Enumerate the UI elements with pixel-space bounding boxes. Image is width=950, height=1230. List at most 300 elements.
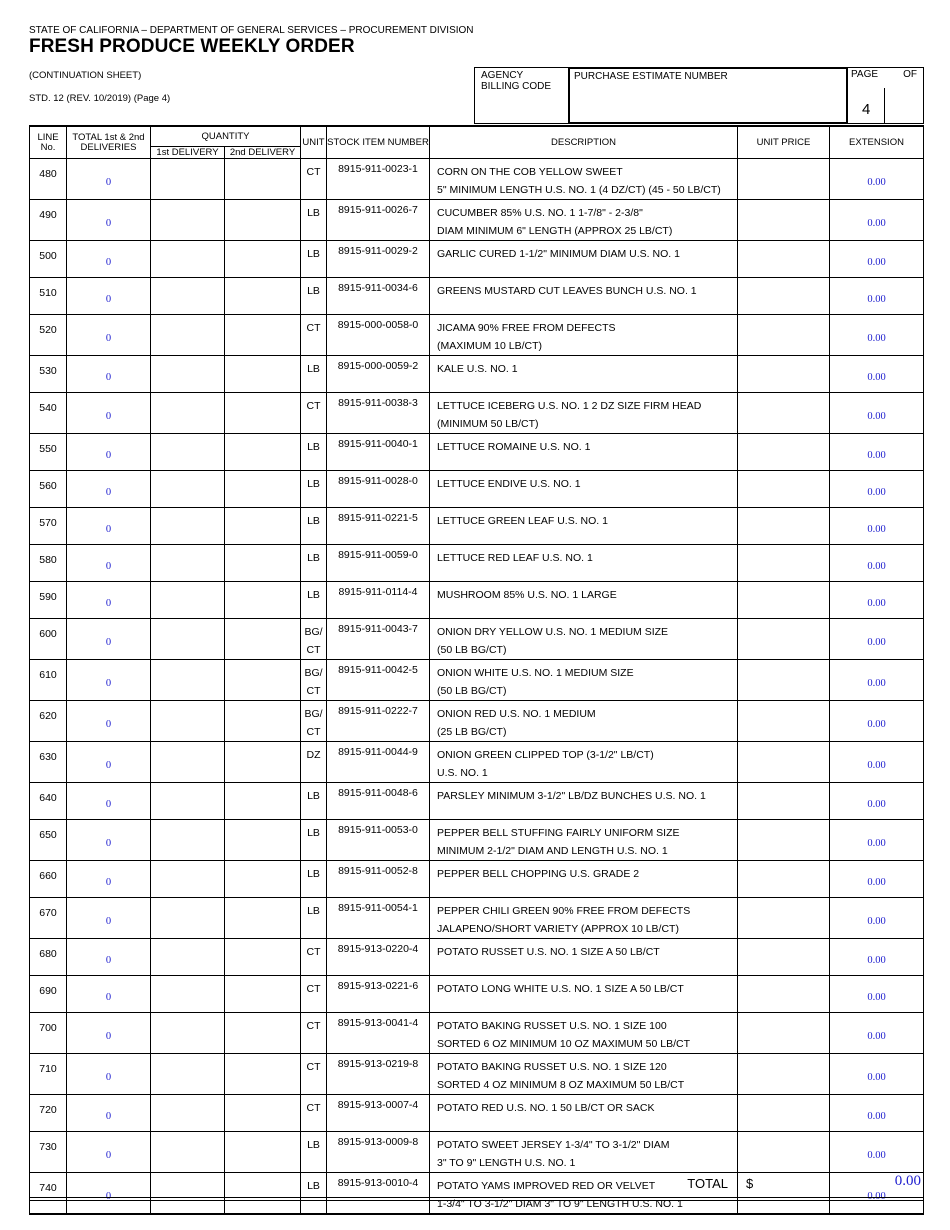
second-delivery-field[interactable] <box>225 1054 301 1095</box>
unit-price-field[interactable] <box>738 619 830 660</box>
col-total-label: TOTAL 1st & 2nd DELIVERIES <box>72 131 145 153</box>
description-line-1: PEPPER CHILI GREEN 90% FREE FROM DEFECTS <box>437 905 691 917</box>
description-line-1: POTATO RED U.S. NO. 1 50 LB/CT OR SACK <box>437 1102 655 1114</box>
extension-field[interactable]: 0.00 <box>830 356 924 393</box>
line-number: 660 <box>30 861 67 898</box>
stock-item-number: 8915-911-0043-7 <box>327 619 430 660</box>
extension-field[interactable]: 0.00 <box>830 1095 924 1132</box>
total-deliveries-field[interactable]: 0 <box>67 820 151 861</box>
unit-price-field[interactable] <box>738 939 830 976</box>
description-line-1: JICAMA 90% FREE FROM DEFECTS <box>437 322 616 334</box>
total-deliveries-field[interactable]: 0 <box>67 861 151 898</box>
description-cell <box>430 241 738 278</box>
second-delivery-field[interactable] <box>225 861 301 898</box>
unit-cell: LB <box>301 278 327 315</box>
line-number: 560 <box>30 471 67 508</box>
total-deliveries-field[interactable]: 0 <box>67 582 151 619</box>
description-line-1: KALE U.S. NO. 1 <box>437 363 518 375</box>
second-delivery-field[interactable] <box>225 356 301 393</box>
line-number: 650 <box>30 820 67 861</box>
extension-field[interactable]: 0.00 <box>830 471 924 508</box>
line-number: 620 <box>30 701 67 742</box>
first-delivery-field[interactable] <box>151 393 225 434</box>
description-line-1: POTATO YAMS IMPROVED RED OR VELVET <box>437 1180 656 1192</box>
description-cell <box>430 200 738 241</box>
extension-field[interactable]: 0.00 <box>830 701 924 742</box>
second-delivery-field[interactable] <box>225 582 301 619</box>
description-cell <box>430 861 738 898</box>
description-cell <box>430 356 738 393</box>
first-delivery-field[interactable] <box>151 278 225 315</box>
description-line-1: POTATO RUSSET U.S. NO. 1 SIZE A 50 LB/CT <box>437 946 660 958</box>
total-deliveries-field[interactable]: 0 <box>67 315 151 356</box>
unit-cell: LB <box>301 1173 327 1215</box>
agency-billing-code-label: AGENCY BILLING CODE <box>481 70 552 92</box>
second-delivery-field[interactable] <box>225 820 301 861</box>
line-number: 580 <box>30 545 67 582</box>
description-cell <box>430 508 738 545</box>
table-row <box>30 976 924 1013</box>
unit-price-field[interactable] <box>738 1132 830 1173</box>
line-number: 530 <box>30 356 67 393</box>
second-delivery-field[interactable] <box>225 434 301 471</box>
description-line-2: 3" TO 9" LENGTH U.S. NO. 1 <box>437 1157 576 1169</box>
unit-cell: BG/ CT <box>301 619 327 660</box>
col-line <box>30 126 67 159</box>
col-second-delivery-label: 2nd DELIVERY <box>229 146 296 158</box>
table-row <box>30 1132 924 1173</box>
first-delivery-field[interactable] <box>151 1013 225 1054</box>
second-delivery-field[interactable] <box>225 393 301 434</box>
unit-cell: CT <box>301 1013 327 1054</box>
line-number: 480 <box>30 159 67 200</box>
description-line-1: ONION DRY YELLOW U.S. NO. 1 MEDIUM SIZE <box>437 626 669 638</box>
description-cell <box>430 582 738 619</box>
extension-field[interactable]: 0.00 <box>830 1132 924 1173</box>
first-delivery-field[interactable] <box>151 742 225 783</box>
stock-item-number: 8915-913-0219-8 <box>327 1054 430 1095</box>
unit-price-field[interactable] <box>738 356 830 393</box>
col-total <box>67 126 151 159</box>
unit-price-field[interactable] <box>738 898 830 939</box>
unit-cell: CT <box>301 315 327 356</box>
unit-cell: CT <box>301 939 327 976</box>
description-line-2: (25 LB BG/CT) <box>437 726 507 738</box>
second-delivery-field[interactable] <box>225 1095 301 1132</box>
description-line-1: PARSLEY MINIMUM 3-1/2" LB/DZ BUNCHES U.S. NO. 1 <box>437 790 706 802</box>
table-row <box>30 315 924 356</box>
unit-price-field[interactable] <box>738 701 830 742</box>
agency-line: STATE OF CALIFORNIA – DEPARTMENT OF GENERAL SERVICES – PROCUREMENT DIVISION <box>29 25 474 36</box>
unit-price-field[interactable] <box>738 471 830 508</box>
first-delivery-field[interactable] <box>151 1132 225 1173</box>
total-deliveries-field[interactable]: 0 <box>67 619 151 660</box>
second-delivery-field[interactable] <box>225 939 301 976</box>
grand-total-value[interactable]: 0.00 <box>894 1173 921 1189</box>
second-delivery-field[interactable] <box>225 1013 301 1054</box>
stock-item-number: 8915-913-0041-4 <box>327 1013 430 1054</box>
description-line-1: GARLIC CURED 1-1/2" MINIMUM DIAM U.S. NO. 1 <box>437 248 680 260</box>
total-deliveries-field[interactable]: 0 <box>67 742 151 783</box>
line-number: 640 <box>30 783 67 820</box>
extension-field[interactable]: 0.00 <box>830 582 924 619</box>
total-deliveries-field[interactable]: 0 <box>67 898 151 939</box>
line-number: 670 <box>30 898 67 939</box>
description-line-2: (MAXIMUM 10 LB/CT) <box>437 340 543 352</box>
total-deliveries-field[interactable]: 0 <box>67 434 151 471</box>
unit-price-field[interactable] <box>738 820 830 861</box>
description-line-2: U.S. NO. 1 <box>437 767 488 779</box>
total-deliveries-field[interactable]: 0 <box>67 393 151 434</box>
unit-price-field[interactable] <box>738 582 830 619</box>
table-row <box>30 508 924 545</box>
col-unit-price-label: UNIT PRICE <box>756 136 811 148</box>
stock-item-number: 8915-911-0044-9 <box>327 742 430 783</box>
stock-item-number: 8915-913-0220-4 <box>327 939 430 976</box>
extension-field[interactable]: 0.00 <box>830 1013 924 1054</box>
table-row <box>30 939 924 976</box>
unit-price-field[interactable] <box>738 1095 830 1132</box>
description-cell <box>430 939 738 976</box>
extension-field[interactable]: 0.00 <box>830 241 924 278</box>
first-delivery-field[interactable] <box>151 471 225 508</box>
description-line-2: JALAPENO/SHORT VARIETY (APPROX 10 LB/CT) <box>437 923 679 935</box>
description-line-1: POTATO BAKING RUSSET U.S. NO. 1 SIZE 100 <box>437 1020 667 1032</box>
unit-price-field[interactable] <box>738 278 830 315</box>
total-row <box>29 1173 923 1197</box>
stock-item-number: 8915-911-0029-2 <box>327 241 430 278</box>
first-delivery-field[interactable] <box>151 356 225 393</box>
description-cell <box>430 159 738 200</box>
description-line-1: LETTUCE ICEBERG U.S. NO. 1 2 DZ SIZE FIRM HEAD <box>437 400 702 412</box>
first-delivery-field[interactable] <box>151 582 225 619</box>
description-line-1: LETTUCE GREEN LEAF U.S. NO. 1 <box>437 515 608 527</box>
second-delivery-field[interactable] <box>225 660 301 701</box>
unit-cell: LB <box>301 820 327 861</box>
unit-price-field[interactable] <box>738 976 830 1013</box>
table-row <box>30 356 924 393</box>
description-cell <box>430 434 738 471</box>
unit-cell: LB <box>301 241 327 278</box>
stock-item-number: 8915-911-0222-7 <box>327 701 430 742</box>
total-deliveries-field[interactable]: 0 <box>67 939 151 976</box>
description-cell <box>430 820 738 861</box>
extension-field[interactable]: 0.00 <box>830 315 924 356</box>
line-number: 730 <box>30 1132 67 1173</box>
first-delivery-field[interactable] <box>151 939 225 976</box>
first-delivery-field[interactable] <box>151 545 225 582</box>
table-row <box>30 898 924 939</box>
first-delivery-field[interactable] <box>151 241 225 278</box>
description-cell <box>430 315 738 356</box>
first-delivery-field[interactable] <box>151 861 225 898</box>
unit-cell: LB <box>301 508 327 545</box>
unit-price-field[interactable] <box>738 660 830 701</box>
extension-field[interactable]: 0.00 <box>830 976 924 1013</box>
table-row <box>30 701 924 742</box>
stock-item-number: 8915-913-0010-4 <box>327 1173 430 1215</box>
line-number: 510 <box>30 278 67 315</box>
line-number: 570 <box>30 508 67 545</box>
extension-field[interactable]: 0.00 <box>830 545 924 582</box>
col-first-delivery <box>151 147 225 159</box>
table-row <box>30 278 924 315</box>
description-cell <box>430 545 738 582</box>
first-delivery-field[interactable] <box>151 508 225 545</box>
stock-item-number: 8915-911-0040-1 <box>327 434 430 471</box>
stock-item-number: 8915-911-0023-1 <box>327 159 430 200</box>
table-row <box>30 783 924 820</box>
second-delivery-field[interactable] <box>225 619 301 660</box>
first-delivery-field[interactable] <box>151 619 225 660</box>
first-delivery-field[interactable] <box>151 200 225 241</box>
stock-item-number: 8915-913-0221-6 <box>327 976 430 1013</box>
stock-item-number: 8915-911-0026-7 <box>327 200 430 241</box>
table-row <box>30 241 924 278</box>
unit-price-field[interactable] <box>738 159 830 200</box>
col-stock-label: STOCK ITEM NUMBER <box>327 136 429 148</box>
total-deliveries-field[interactable]: 0 <box>67 1013 151 1054</box>
description-line-1: PEPPER BELL CHOPPING U.S. GRADE 2 <box>437 868 640 880</box>
first-delivery-field[interactable] <box>151 315 225 356</box>
stock-item-number: 8915-911-0038-3 <box>327 393 430 434</box>
description-cell <box>430 976 738 1013</box>
total-deliveries-field[interactable]: 0 <box>67 200 151 241</box>
total-deliveries-field[interactable]: 0 <box>67 278 151 315</box>
first-delivery-field[interactable] <box>151 434 225 471</box>
col-first-delivery-label: 1st DELIVERY <box>156 146 219 158</box>
page-divider <box>884 88 885 124</box>
total-deliveries-field[interactable]: 0 <box>67 660 151 701</box>
second-delivery-field[interactable] <box>225 159 301 200</box>
description-line-1: ONION WHITE U.S. NO. 1 MEDIUM SIZE <box>437 667 634 679</box>
second-delivery-field[interactable] <box>225 742 301 783</box>
description-line-1: LETTUCE ENDIVE U.S. NO. 1 <box>437 478 581 490</box>
of-label: OF <box>903 69 917 80</box>
stock-item-number: 8915-911-0114-4 <box>327 582 430 619</box>
continuation-label: (CONTINUATION SHEET) <box>29 70 142 81</box>
second-delivery-field[interactable] <box>225 783 301 820</box>
extension-field[interactable]: 0.00 <box>830 861 924 898</box>
total-deliveries-field[interactable]: 0 <box>67 241 151 278</box>
extension-field[interactable]: 0.00 <box>830 660 924 701</box>
table-row <box>30 582 924 619</box>
unit-cell: LB <box>301 861 327 898</box>
first-delivery-field[interactable] <box>151 701 225 742</box>
col-second-delivery <box>225 147 301 159</box>
description-line-2: (50 LB BG/CT) <box>437 644 507 656</box>
table-row <box>30 393 924 434</box>
stock-item-number: 8915-911-0221-5 <box>327 508 430 545</box>
unit-price-field[interactable] <box>738 241 830 278</box>
description-cell <box>430 898 738 939</box>
second-delivery-field[interactable] <box>225 471 301 508</box>
description-line-2: SORTED 4 OZ MINIMUM 8 OZ MAXIMUM 50 LB/CT <box>437 1079 685 1091</box>
total-deliveries-field[interactable]: 0 <box>67 356 151 393</box>
first-delivery-field[interactable] <box>151 783 225 820</box>
description-line-1: PEPPER BELL STUFFING FAIRLY UNIFORM SIZE <box>437 827 680 839</box>
extension-field[interactable]: 0.00 <box>830 783 924 820</box>
total-deliveries-field[interactable]: 0 <box>67 471 151 508</box>
col-extension-label: EXTENSION <box>849 136 904 148</box>
agency-billing-code-field[interactable] <box>474 67 570 124</box>
table-row <box>30 545 924 582</box>
unit-price-field[interactable] <box>738 200 830 241</box>
col-quantity <box>151 126 301 147</box>
unit-price-field[interactable] <box>738 434 830 471</box>
line-number: 550 <box>30 434 67 471</box>
description-line-1: MUSHROOM 85% U.S. NO. 1 LARGE <box>437 589 617 601</box>
line-number: 540 <box>30 393 67 434</box>
extension-field[interactable]: 0.00 <box>830 278 924 315</box>
total-deliveries-field[interactable]: 0 <box>67 1173 151 1215</box>
first-delivery-field[interactable] <box>151 159 225 200</box>
description-line-2: (50 LB BG/CT) <box>437 685 507 697</box>
description-line-2: DIAM MINIMUM 6" LENGTH (APPROX 25 LB/CT) <box>437 225 673 237</box>
total-divider <box>737 1173 738 1197</box>
currency-symbol: $ <box>746 1176 754 1191</box>
unit-price-field[interactable] <box>738 783 830 820</box>
unit-price-field[interactable] <box>738 1054 830 1095</box>
description-cell <box>430 742 738 783</box>
stock-item-number: 8915-911-0042-5 <box>327 660 430 701</box>
extension-field[interactable]: 0.00 <box>830 820 924 861</box>
description-cell <box>430 1132 738 1173</box>
total-deliveries-field[interactable]: 0 <box>67 1132 151 1173</box>
unit-cell: LB <box>301 898 327 939</box>
stock-item-number: 8915-000-0059-2 <box>327 356 430 393</box>
purchase-estimate-field[interactable] <box>568 67 848 124</box>
form-id: STD. 12 (REV. 10/2019) (Page 4) <box>29 93 171 104</box>
total-deliveries-field[interactable]: 0 <box>67 545 151 582</box>
extension-field[interactable]: 0.00 <box>830 200 924 241</box>
second-delivery-field[interactable] <box>225 898 301 939</box>
col-line-label: LINE No. <box>37 131 59 153</box>
table-row <box>30 1095 924 1132</box>
total-deliveries-field[interactable]: 0 <box>67 1054 151 1095</box>
second-delivery-field[interactable] <box>225 545 301 582</box>
stock-item-number: 8915-911-0052-8 <box>327 861 430 898</box>
col-extension <box>830 126 924 159</box>
table-row <box>30 820 924 861</box>
total-deliveries-field[interactable]: 0 <box>67 508 151 545</box>
col-unit-label: UNIT <box>302 136 325 148</box>
total-deliveries-field[interactable]: 0 <box>67 701 151 742</box>
extension-field[interactable]: 0.00 <box>830 939 924 976</box>
first-delivery-field[interactable] <box>151 820 225 861</box>
line-number: 700 <box>30 1013 67 1054</box>
extension-field[interactable]: 0.00 <box>830 159 924 200</box>
second-delivery-field[interactable] <box>225 315 301 356</box>
total-deliveries-field[interactable]: 0 <box>67 976 151 1013</box>
col-stock <box>327 126 430 159</box>
first-delivery-field[interactable] <box>151 976 225 1013</box>
second-delivery-field[interactable] <box>225 976 301 1013</box>
stock-item-number: 8915-911-0048-6 <box>327 783 430 820</box>
description-cell <box>430 701 738 742</box>
extension-field[interactable]: 0.00 <box>830 508 924 545</box>
table-row <box>30 742 924 783</box>
col-unit <box>301 126 327 159</box>
description-cell <box>430 1013 738 1054</box>
unit-price-field[interactable] <box>738 315 830 356</box>
description-line-1: CUCUMBER 85% U.S. NO. 1 1-7/8" - 2-3/8" <box>437 207 643 219</box>
page-box <box>846 67 924 124</box>
second-delivery-field[interactable] <box>225 241 301 278</box>
stock-item-number: 8915-911-0054-1 <box>327 898 430 939</box>
unit-price-field[interactable] <box>738 393 830 434</box>
extension-field[interactable]: 0.00 <box>830 393 924 434</box>
col-unit-price <box>738 126 830 159</box>
unit-cell: LB <box>301 434 327 471</box>
first-delivery-field[interactable] <box>151 898 225 939</box>
second-delivery-field[interactable] <box>225 701 301 742</box>
unit-cell: DZ <box>301 742 327 783</box>
extension-field[interactable]: 0.00 <box>830 619 924 660</box>
second-delivery-field[interactable] <box>225 278 301 315</box>
col-description-label: DESCRIPTION <box>551 136 616 148</box>
extension-field[interactable]: 0.00 <box>830 434 924 471</box>
unit-cell: LB <box>301 783 327 820</box>
extension-field[interactable]: 0.00 <box>830 742 924 783</box>
first-delivery-field[interactable] <box>151 1054 225 1095</box>
unit-price-field[interactable] <box>738 861 830 898</box>
table-row <box>30 159 924 200</box>
unit-cell: CT <box>301 1054 327 1095</box>
description-cell <box>430 471 738 508</box>
second-delivery-field[interactable] <box>225 1132 301 1173</box>
description-line-1: POTATO SWEET JERSEY 1-3/4" TO 3-1/2" DIAM <box>437 1139 670 1151</box>
bottom-rule <box>29 1197 923 1201</box>
stock-item-number: 8915-911-0059-0 <box>327 545 430 582</box>
total-label: TOTAL <box>687 1176 728 1191</box>
line-number: 710 <box>30 1054 67 1095</box>
extension-field[interactable]: 0.00 <box>830 1173 924 1215</box>
table-row <box>30 660 924 701</box>
second-delivery-field[interactable] <box>225 200 301 241</box>
unit-price-field[interactable] <box>738 1013 830 1054</box>
page-label: PAGE <box>851 69 879 80</box>
description-cell <box>430 619 738 660</box>
extension-field[interactable]: 0.00 <box>830 1054 924 1095</box>
total-deliveries-field[interactable]: 0 <box>67 1095 151 1132</box>
unit-price-field[interactable] <box>738 742 830 783</box>
table-row <box>30 619 924 660</box>
stock-item-number: 8915-913-0007-4 <box>327 1095 430 1132</box>
line-number: 600 <box>30 619 67 660</box>
stock-item-number: 8915-000-0058-0 <box>327 315 430 356</box>
stock-item-number: 8915-911-0034-6 <box>327 278 430 315</box>
total-deliveries-field[interactable]: 0 <box>67 783 151 820</box>
unit-cell: LB <box>301 545 327 582</box>
col-description <box>430 126 738 159</box>
description-line-2: (MINIMUM 50 LB/CT) <box>437 418 539 430</box>
unit-cell: CT <box>301 976 327 1013</box>
description-line-1: GREENS MUSTARD CUT LEAVES BUNCH U.S. NO. 1 <box>437 285 697 297</box>
unit-cell: LB <box>301 200 327 241</box>
total-deliveries-field[interactable]: 0 <box>67 159 151 200</box>
unit-price-field[interactable] <box>738 545 830 582</box>
line-number: 590 <box>30 582 67 619</box>
unit-cell: CT <box>301 159 327 200</box>
table-row <box>30 200 924 241</box>
second-delivery-field[interactable] <box>225 508 301 545</box>
first-delivery-field[interactable] <box>151 660 225 701</box>
unit-cell: CT <box>301 1095 327 1132</box>
unit-price-field[interactable] <box>738 508 830 545</box>
first-delivery-field[interactable] <box>151 1095 225 1132</box>
extension-field[interactable]: 0.00 <box>830 898 924 939</box>
